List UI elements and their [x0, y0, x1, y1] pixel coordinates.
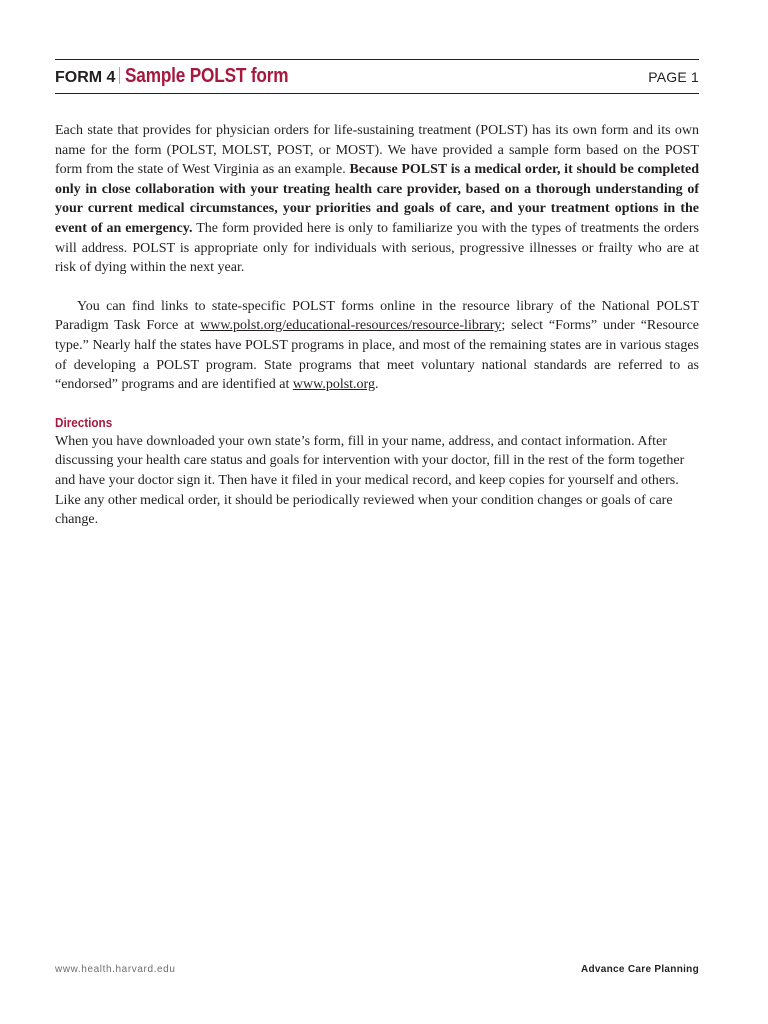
form-title: Sample POLST form [125, 65, 289, 87]
directions-heading: Directions [55, 414, 113, 430]
footer-publication-title: Advance Care Planning [581, 964, 699, 975]
intro-paragraph: Each state that provides for physician orders for life-sustaining treatment (POLST) has its own form and its own name for the form (POLST, MOLST, POST, or MOST). We have provided a sample form based on the POST form from the state of West Virginia as an example. Because POLST is a medical order, it should be completed only in close collaboration with your treating health care provider, based on a thorough understanding of your current medical circumstances, your priorities and goals of care, and your treatment options in the event of an emergency. The form provided here is only to familiarize you with the types of treatments the orders will address. POLST is appropriate only for individuals with serious, progressive illnesses or frailty who are at risk of dying within the next year. [55, 123, 700, 276]
header-bottom-rule [55, 93, 699, 94]
intro-bold-statement: Because POLST is a medical order, it should be completed only in close collaboration with your treating health care provider, based on a thorough understanding of your current medical circumstances, your priorities and goals of care, and your treatment options in the event of an emergency. [55, 162, 699, 236]
resources-paragraph: You can find links to state-specific POLST forms online in the resource library of the National POLST Paradigm Task Force at www.polst.org/educational-resources/resource-library; select “Forms” under “Resource type.” Nearly half the states have POLST programs in place, and most of the remaining states are in various stages of developing a POLST program. State programs that meet voluntary national standards are referred to as “endorsed” programs and are identified at www.polst.org. [55, 298, 699, 393]
footer-website: www.health.harvard.edu [55, 964, 176, 975]
polst-website-link[interactable]: www.polst.org [292, 377, 375, 393]
page-header [55, 60, 699, 93]
main-content [55, 121, 699, 530]
page-number: PAGE 1 [648, 68, 699, 85]
resource-library-link[interactable]: www.polst.org/educational-resources/resource-library [200, 318, 502, 334]
form-number: FORM 4 [55, 69, 116, 86]
header-title-group [55, 65, 315, 88]
header-divider [119, 67, 120, 84]
directions-paragraph: When you have downloaded your own state’s form, fill in your name, address, and contact information. After discussing your health care status and goals for intervention with your doctor, fill in the rest of the form together and have your doctor sign it. Then have it filed in your medical record, and keep copies for yourself and others. Like any other medical order, it should be periodically reviewed when your condition changes or goals of care change. [55, 433, 685, 528]
